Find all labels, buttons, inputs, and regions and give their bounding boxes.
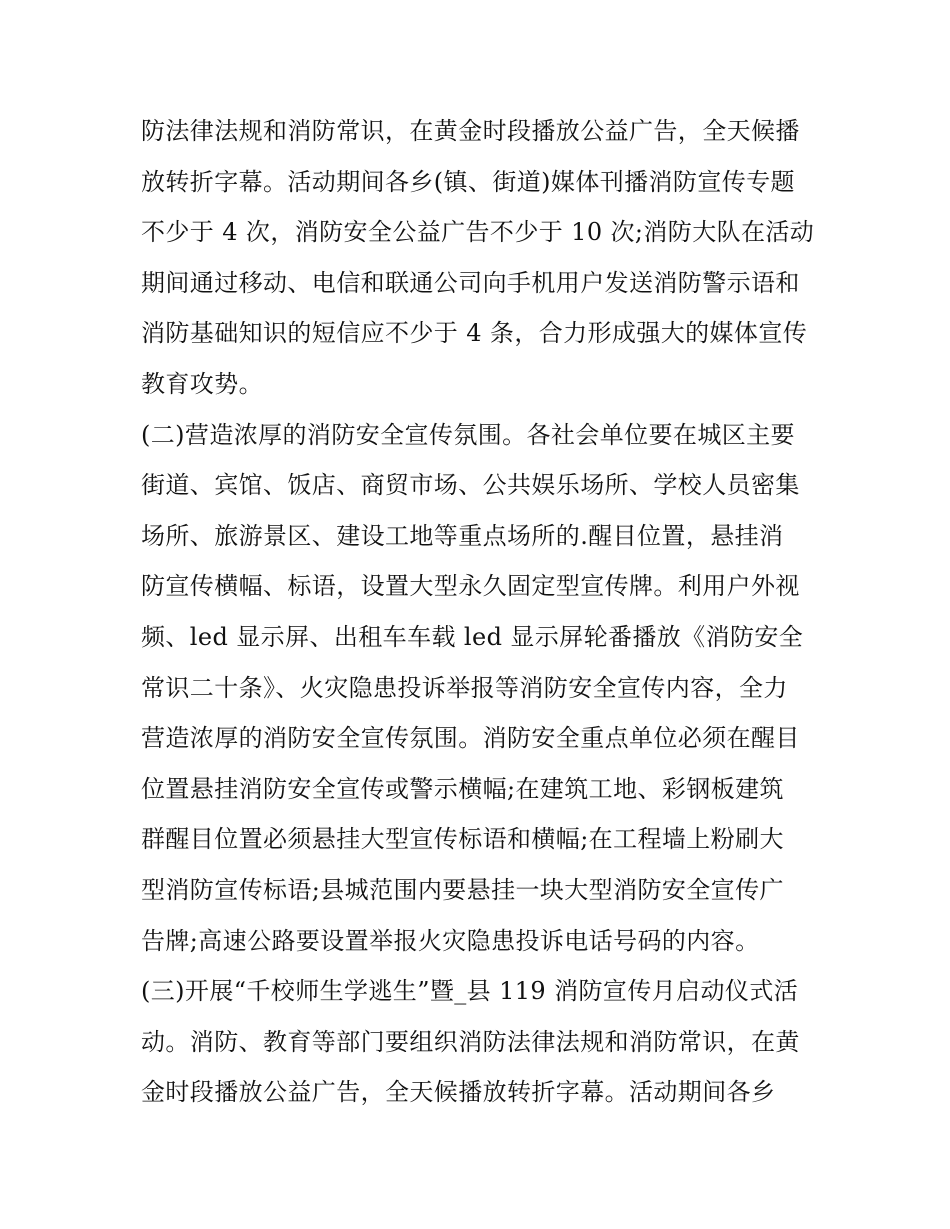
text-line-5: 消防基础知识的短信应不少于 4 条，合力形成强大的媒体宣传 [141, 319, 808, 348]
text-line-15: 群醒目位置必须悬挂大型宣传标语和横幅;在工程墙上粉刷大 [141, 825, 784, 854]
text-line-8: 街道、宾馆、饭店、商贸市场、公共娱乐场所、学校人员密集 [141, 471, 800, 500]
text-line-20: 金时段播放公益广告，全天候播放转折字幕。活动期间各乡 [141, 1078, 776, 1107]
text-line-12: 常识二十条》、火灾隐患投诉举报等消防安全宣传内容，全力 [141, 673, 788, 702]
text-line-6: 教育攻势。 [141, 369, 263, 398]
text-line-11: 频、led 显示屏、出租车车载 led 显示屏轮番播放《消防安全 [141, 622, 804, 651]
text-line-17: 告牌;高速公路要设置举报火灾隐患投诉电话号码的内容。 [141, 926, 760, 955]
text-line-1: 防法律法规和消防常识，在黄金时段播放公益广告，全天候播 [141, 117, 800, 145]
text-line-7: (二)营造浓厚的消防安全宣传氛围。各社会单位要在城区主要 [141, 420, 795, 449]
text-line-19: 动。消防、教育等部门要组织消防法律法规和消防常识，在黄 [141, 1027, 800, 1056]
text-line-10: 防宣传横幅、标语，设置大型永久固定型宣传牌。利用户外视 [141, 572, 800, 601]
text-line-9: 场所、旅游景区、建设工地等重点场所的.醒目位置，悬挂消 [141, 521, 784, 550]
text-line-2: 放转折字幕。活动期间各乡(镇、街道)媒体刊播消防宣传专题 [141, 167, 795, 196]
text-line-3: 不少于 4 次，消防安全公益广告不少于 10 次;消防大队在活动 [141, 218, 815, 247]
text-line-14: 位置悬挂消防安全宣传或警示横幅;在建筑工地、彩钢板建筑 [141, 774, 784, 803]
body-text [141, 106, 821, 1118]
text-line-4: 期间通过移动、电信和联通公司向手机用户发送消防警示语和 [141, 268, 800, 297]
text-line-16: 型消防宣传标语;县城范围内要悬挂一块大型消防安全宣传广 [141, 875, 784, 904]
text-line-18: (三)开展“千校师生学逃生”暨_县 119 消防宣传月启动仪式活 [141, 977, 799, 1006]
text-line-13: 营造浓厚的消防安全宣传氛围。消防安全重点单位必须在醒目 [141, 724, 800, 753]
